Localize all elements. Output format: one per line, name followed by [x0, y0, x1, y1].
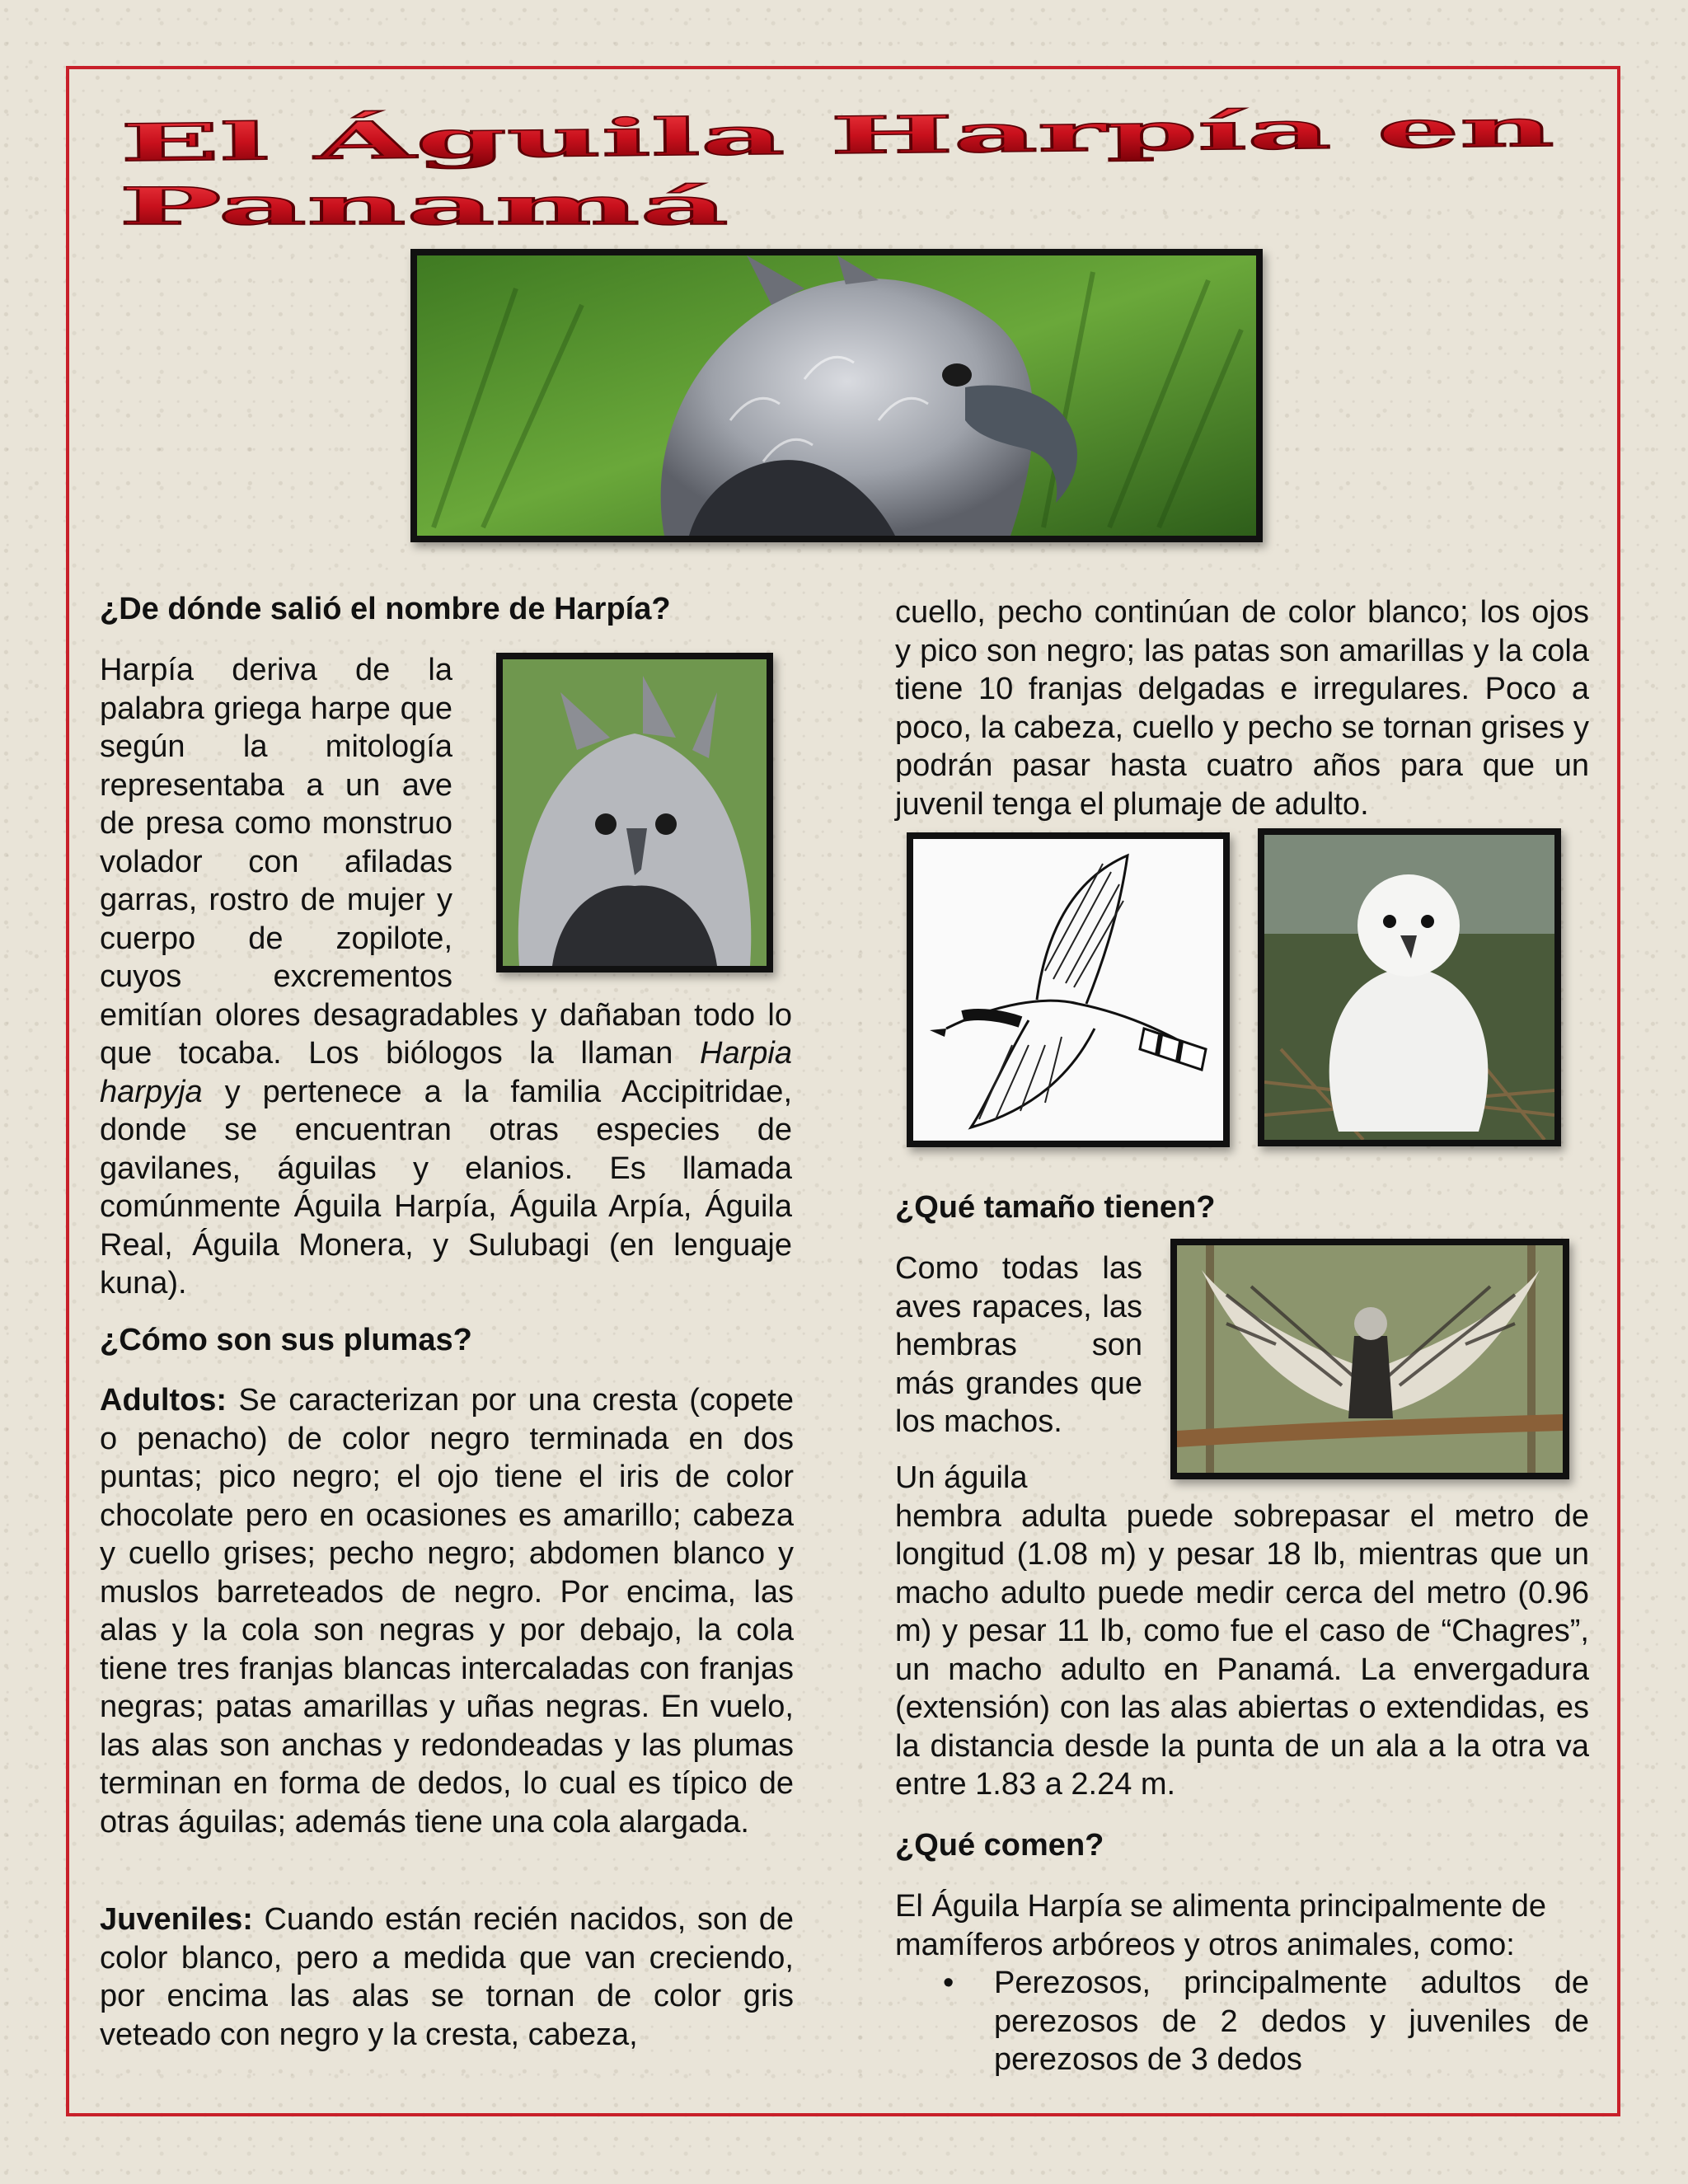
- juveniles-paragraph: [100, 1900, 794, 2054]
- adults-label: Adultos:: [100, 1383, 227, 1418]
- scientific-name: Harpia harpyja: [100, 1036, 792, 1109]
- name-text-2: y pertenece a la familia Accipitridae, donde se encuentran otras especies de gavilanes, águilas y elanios. Es llamada comúnmente Águila Harpía, Águila Arpía, Águila Real, Águila Monera, y Sulubagi (en lenguaje kuna).: [100, 1074, 793, 1301]
- size-paragraph-2: [895, 1459, 1589, 1804]
- name-paragraph: [100, 651, 792, 1303]
- juveniles-label: Juveniles:: [100, 1902, 253, 1937]
- juveniles-text: Cuando están recién nacidos, son de color blanco, pero a medida que van creciendo, por encima las alas se tornan de color gris veteado con negro y la cresta, cabeza,: [100, 1902, 794, 2052]
- float-spacer: [452, 651, 792, 974]
- size-paragraph-2-start: [895, 1459, 1136, 1497]
- section-heading-feathers: ¿Cómo son sus plumas?: [100, 1323, 472, 1357]
- section-heading-size: ¿Qué tamaño tienen?: [895, 1190, 1216, 1225]
- page-title: [115, 99, 1566, 239]
- size-paragraph-1: Como todas las aves rapaces, las hembras son más grandes que los machos.: [895, 1251, 1142, 1439]
- harpy-eagle-head-photo: [410, 249, 1263, 542]
- list-item: • Perezosos, principalmente adultos de perezosos de 2 dedos y juveniles de perezosos de 3 dedos: [895, 1964, 1589, 2079]
- food-list: [895, 1964, 1589, 2079]
- size-p2-start-text: Un águila: [895, 1460, 1028, 1495]
- section-heading-name: ¿De dónde salió el nombre de Harpía?: [100, 592, 671, 626]
- title-line-1: El Águila Harpía en: [120, 107, 683, 174]
- eagle-chick-photo: [1258, 828, 1561, 1146]
- size-p2-rest-text: hembra adulta puede sobrepasar el metro de longitud (1.08 m) y pesar 18 lb, mientras que un macho adulto puede medir cerca del metro (0.96 m) y pesar 11 lb, como fue el caso de “Chagres”, un macho adulto en Panamá. La envergadura (extensión) con las alas abiertas o extendidas, es la distancia desde la punta de un ala a la otra va entre 1.83 a 2.24 m.: [895, 1498, 1589, 1802]
- perched-eagle-wings-photo: [1170, 1239, 1569, 1479]
- flying-eagle-drawing: [907, 832, 1230, 1147]
- adults-paragraph: [100, 1381, 794, 1841]
- section-heading-food: ¿Qué comen?: [895, 1828, 1104, 1863]
- adults-text: Se caracterizan por una cresta (copete o penacho) de color negro terminada en dos puntas; pico negro; el ojo tiene el iris de color chocolate pero en ocasiones es amarillo; cabeza y cuello grises; pecho negro; abdomen blanco y muslos barreteados de negro. Por encima, las alas y la cola son negras y por debajo, la cola tiene tres franjas blancas intercaladas con franjas negras; patas amarillas y uñas negras. En vuelo, las alas son anchas y redondeadas y las plumas terminan en forma de dedos, lo cual es típico de otras águilas; además tiene una cola alargada.: [100, 1383, 795, 1840]
- name-text-1: Harpía deriva de la palabra griega harpe que según la mitología representaba a un ave de presa como monstruo volador con afiladas garras, rostro de mujer y cuerpo de zopilote, cuyos excrementos emitían olores desagradables y dañaban todo lo que tocaba. Los biólogos la llaman: [100, 653, 792, 1071]
- title-line-2: Panamá: [119, 176, 729, 237]
- food-intro: El Águila Harpía se alimenta principalmente de mamíferos arbóreos y otros animales, como:: [895, 1889, 1546, 1962]
- juveniles-continued: cuello, pecho continúan de color blanco; los ojos y pico son negro; las patas son amarillas y la cola tiene 10 franjas delgadas e irregulares. Poco a poco, la cabeza, cuello y pecho se tornan grises y podrán pasar hasta cuatro años para que un juvenil tenga el plumaje de adulto.: [895, 595, 1589, 822]
